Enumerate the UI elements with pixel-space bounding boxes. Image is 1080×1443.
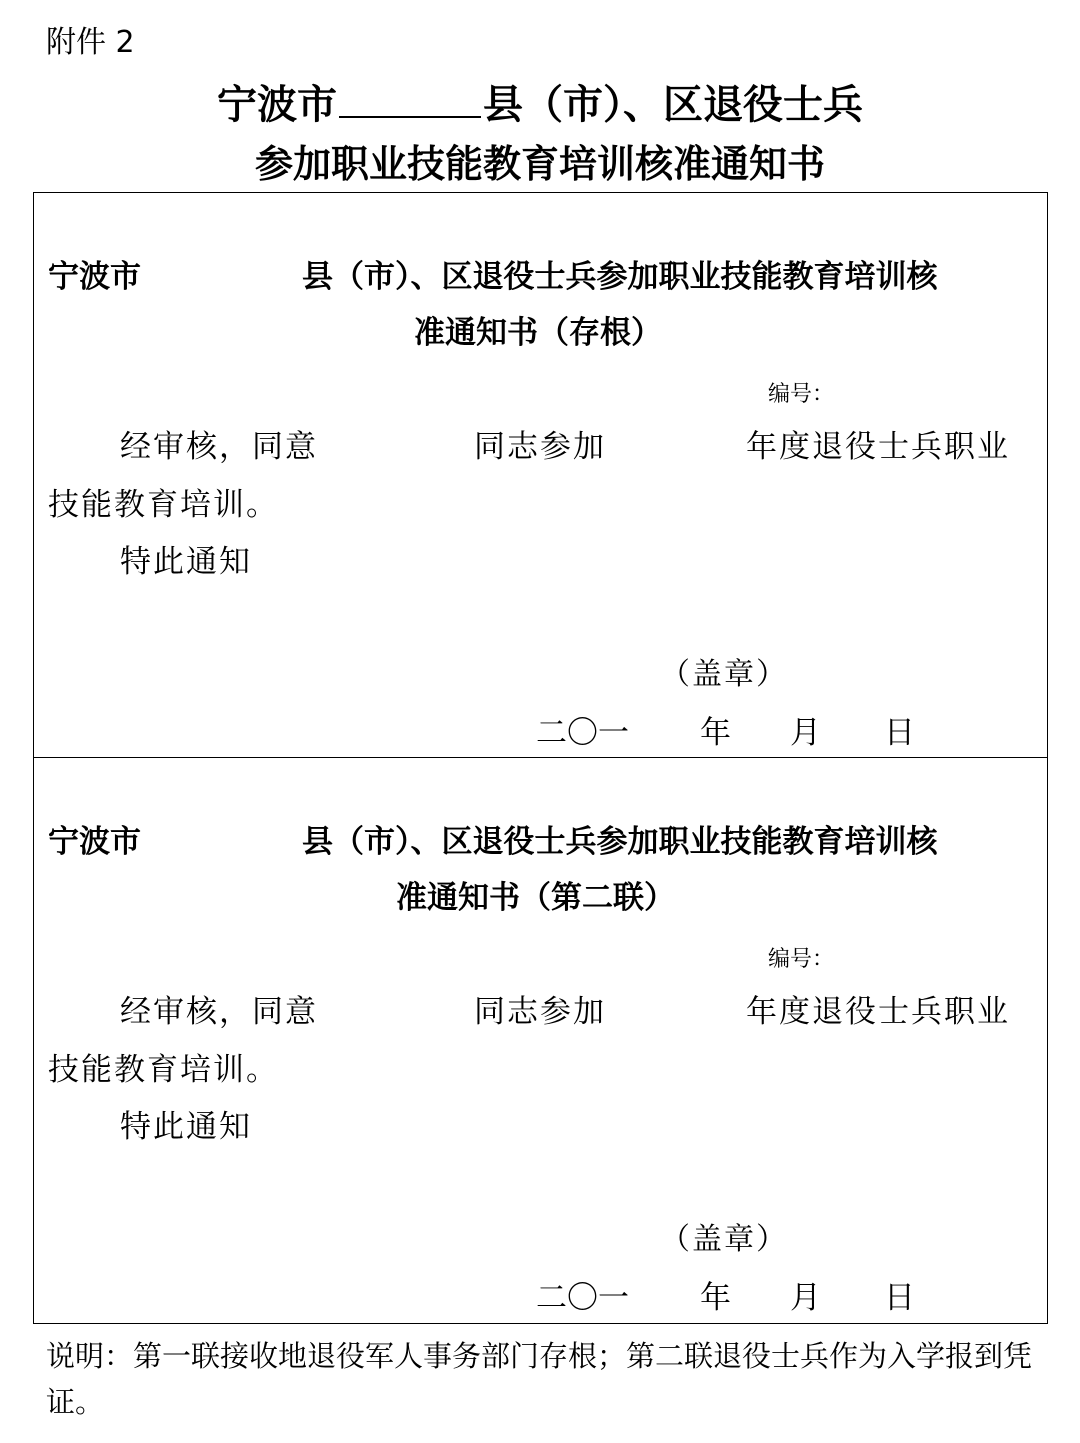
body-line2: 技能教育培训。 [48, 1052, 279, 1088]
section-heading-city: 宁波市 [48, 259, 141, 295]
section-heading-rest: 县（市）、区退役士兵参加职业技能教育培训核 [302, 259, 938, 295]
section-divider [33, 757, 1048, 758]
closing-text: 特此通知 [120, 544, 252, 580]
serial-number-label: 编号： [768, 382, 835, 407]
date-prefix: 二〇一 [536, 1280, 629, 1316]
closing-text: 特此通知 [120, 1109, 252, 1145]
section-heading-line2: 准通知书（存根） [414, 315, 662, 351]
body-year-text: 年度退役士兵职业 [746, 994, 1010, 1030]
date-day: 日 [884, 715, 915, 751]
body-comrade-text: 同志参加 [474, 429, 606, 465]
date-month: 月 [790, 715, 821, 751]
title-county-blank [339, 82, 481, 118]
document-title-line2: 参加职业技能教育培训核准通知书 [254, 142, 825, 186]
section-heading-line2: 准通知书（第二联） [396, 880, 675, 916]
body-approval-text: 经审核，同意 [120, 994, 318, 1030]
body-year-text: 年度退役士兵职业 [746, 429, 1010, 465]
date-month: 月 [790, 1280, 821, 1316]
notice-form-frame [33, 192, 1048, 1324]
body-line2: 技能教育培训。 [48, 487, 279, 523]
explanatory-note: 说明：第一联接收地退役军人事务部门存根；第二联退役士兵作为入学报到凭证。 [46, 1339, 1033, 1419]
serial-number-label: 编号： [768, 947, 835, 972]
seal-label: （盖章） [660, 657, 788, 692]
body-approval-text: 经审核，同意 [120, 429, 318, 465]
date-day: 日 [884, 1280, 915, 1316]
attachment-label: 附件 2 [46, 25, 135, 60]
date-prefix: 二〇一 [536, 715, 629, 751]
date-year: 年 [700, 1280, 731, 1316]
section-heading-rest: 县（市）、区退役士兵参加职业技能教育培训核 [302, 824, 938, 860]
body-comrade-text: 同志参加 [474, 994, 606, 1030]
date-year: 年 [700, 715, 731, 751]
title-city: 宁波市 [217, 82, 337, 128]
document-title-line1 [0, 82, 1080, 128]
title-suffix: 县（市）、区退役士兵 [483, 82, 863, 128]
seal-label: （盖章） [660, 1222, 788, 1257]
section-heading-city: 宁波市 [48, 824, 141, 860]
